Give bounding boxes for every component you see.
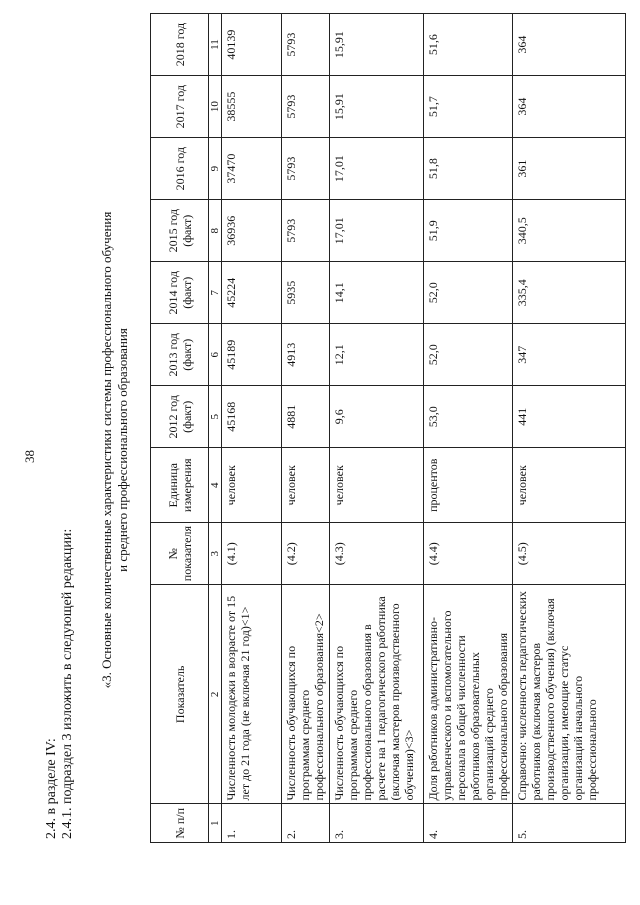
value-cell: 45189 bbox=[222, 324, 282, 386]
indicator-name: Доля работников административно-управленческого и вспомогательного персонала в общей численности работников образовательных организаций среднего профессионального образования bbox=[424, 585, 513, 804]
header-cell: 2017 год bbox=[151, 76, 209, 138]
unit: человек bbox=[222, 448, 282, 523]
table-row bbox=[513, 14, 626, 843]
column-number: 9 bbox=[209, 138, 222, 200]
indicator-name: Численность молодежи в возрасте от 15 лет до 21 года (не включая 21 год)<1> bbox=[222, 585, 282, 804]
indicator-name: Численность обучающихся по программам среднего профессионального образования в расчете на 1 педагогического работника (включая мастеров производственного обучения)<3> bbox=[330, 585, 424, 804]
section-heading: 2.4. в разделе IV: bbox=[44, 738, 59, 839]
header-cell: 2014 год (факт) bbox=[151, 262, 209, 324]
column-number: 1 bbox=[209, 804, 222, 843]
column-number: 5 bbox=[209, 386, 222, 448]
value-cell: 5793 bbox=[282, 76, 330, 138]
value-cell: 36936 bbox=[222, 200, 282, 262]
table-title-line-2: и среднего профессионального образования bbox=[115, 328, 130, 572]
value-cell: 45168 bbox=[222, 386, 282, 448]
header-cell: Показатель bbox=[151, 585, 209, 804]
value-cell: 45224 bbox=[222, 262, 282, 324]
value-cell: 53,0 bbox=[424, 386, 513, 448]
value-cell: 37470 bbox=[222, 138, 282, 200]
header-cell: 2016 год bbox=[151, 138, 209, 200]
value-cell: 17,01 bbox=[330, 138, 424, 200]
unit: процентов bbox=[424, 448, 513, 523]
column-number: 8 bbox=[209, 200, 222, 262]
value-cell: 364 bbox=[513, 76, 626, 138]
table-title bbox=[99, 145, 131, 755]
unit: человек bbox=[330, 448, 424, 523]
header-cell: № показателя bbox=[151, 523, 209, 585]
value-cell: 38555 bbox=[222, 76, 282, 138]
value-cell: 51,8 bbox=[424, 138, 513, 200]
header-cell: 2013 год (факт) bbox=[151, 324, 209, 386]
value-cell: 4881 bbox=[282, 386, 330, 448]
table-row bbox=[424, 14, 513, 843]
row-number: 5. bbox=[513, 804, 626, 843]
value-cell: 340,5 bbox=[513, 200, 626, 262]
row-number: 1. bbox=[222, 804, 282, 843]
value-cell: 5793 bbox=[282, 200, 330, 262]
header-cell: № п/п bbox=[151, 804, 209, 843]
column-number: 3 bbox=[209, 523, 222, 585]
page-number: 38 bbox=[22, 450, 37, 463]
value-cell: 361 bbox=[513, 138, 626, 200]
value-cell: 5935 bbox=[282, 262, 330, 324]
value-cell: 5793 bbox=[282, 14, 330, 76]
indicator-code: (4.4) bbox=[424, 523, 513, 585]
value-cell: 335,4 bbox=[513, 262, 626, 324]
value-cell: 5793 bbox=[282, 138, 330, 200]
value-cell: 12,1 bbox=[330, 324, 424, 386]
unit: человек bbox=[513, 448, 626, 523]
row-number: 4. bbox=[424, 804, 513, 843]
value-cell: 15,91 bbox=[330, 14, 424, 76]
indicator-code: (4.5) bbox=[513, 523, 626, 585]
header-cell: 2012 год (факт) bbox=[151, 386, 209, 448]
subsection-heading: 2.4.1. подраздел 3 изложить в следующей редакции: bbox=[60, 528, 75, 839]
column-number: 7 bbox=[209, 262, 222, 324]
unit: человек bbox=[282, 448, 330, 523]
column-number: 2 bbox=[209, 585, 222, 804]
value-cell: 4913 bbox=[282, 324, 330, 386]
indicator-code: (4.1) bbox=[222, 523, 282, 585]
indicators-table bbox=[150, 13, 626, 843]
value-cell: 9,6 bbox=[330, 386, 424, 448]
table-row bbox=[282, 14, 330, 843]
value-cell: 347 bbox=[513, 324, 626, 386]
header-cell: 2018 год bbox=[151, 14, 209, 76]
indicator-name: Справочно: численность педагогических работников (включая мастеров производственного обучения) (включая организации, имеющие статус организаций начального профессионального bbox=[513, 585, 626, 804]
value-cell: 51,9 bbox=[424, 200, 513, 262]
indicator-code: (4.3) bbox=[330, 523, 424, 585]
indicator-code: (4.2) bbox=[282, 523, 330, 585]
row-number: 2. bbox=[282, 804, 330, 843]
value-cell: 441 bbox=[513, 386, 626, 448]
indicator-name: Численность обучающихся по программам среднего профессионального образования<2> bbox=[282, 585, 330, 804]
value-cell: 364 bbox=[513, 14, 626, 76]
column-number: 4 bbox=[209, 448, 222, 523]
value-cell: 52,0 bbox=[424, 262, 513, 324]
header-cell: Единица измерения bbox=[151, 448, 209, 523]
value-cell: 51,7 bbox=[424, 76, 513, 138]
column-number: 10 bbox=[209, 76, 222, 138]
value-cell: 52,0 bbox=[424, 324, 513, 386]
column-number: 11 bbox=[209, 14, 222, 76]
header-cell: 2015 год (факт) bbox=[151, 200, 209, 262]
value-cell: 51,6 bbox=[424, 14, 513, 76]
column-number: 6 bbox=[209, 324, 222, 386]
value-cell: 15,91 bbox=[330, 76, 424, 138]
value-cell: 40139 bbox=[222, 14, 282, 76]
table-title-line-1: «3. Основные количественные характеристики системы профессионального обучения bbox=[99, 211, 114, 689]
table-row bbox=[330, 14, 424, 843]
row-number: 3. bbox=[330, 804, 424, 843]
value-cell: 14,1 bbox=[330, 262, 424, 324]
value-cell: 17,01 bbox=[330, 200, 424, 262]
table-row bbox=[222, 14, 282, 843]
